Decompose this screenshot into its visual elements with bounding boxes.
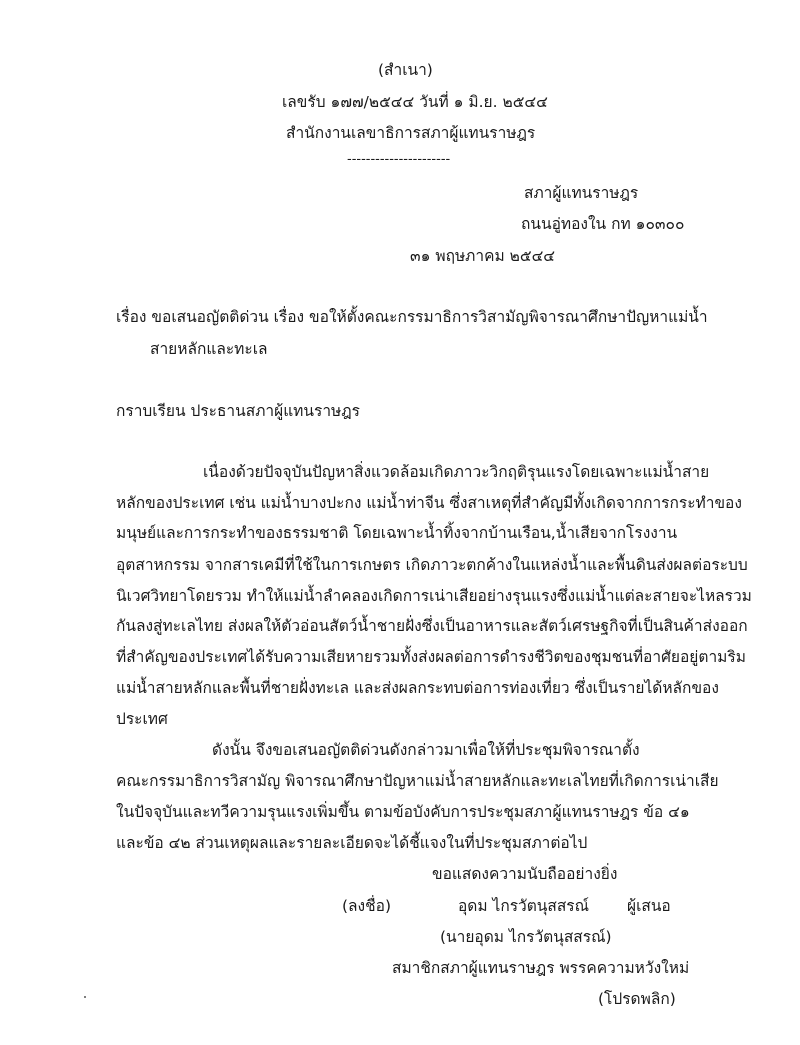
signer-name: อุดม ไกรวัตนุสสรณ์ — [458, 897, 590, 915]
body-line: อุตสาหกรรม จากสารเคมีที่ใช้ในการเกษตร เกิดภาวะตกค้างในแหล่งน้ำและพื้นดินส่งผลต่อระบบ — [116, 556, 748, 574]
body-line: นิเวศวิทยาโดยรวม ทำให้แม่น้ำลำคลองเกิดการเน่าเสียอย่างรุนแรงซึ่งแม่น้ำแต่ละสายจะไหลรวม — [116, 587, 752, 605]
copy-mark: (สำเนา) — [378, 61, 433, 79]
scan-speck — [84, 996, 86, 998]
salutation: กราบเรียน ประธานสภาผู้แทนราษฎร — [116, 402, 360, 420]
signer-position: สมาชิกสภาผู้แทนราษฎร พรรคความหวังใหม่ — [392, 959, 690, 977]
body-line: มนุษย์และการกระทำของธรรมชาติ โดยเฉพาะน้ำทิ้งจากบ้านเรือน,น้ำเสียจากโรงงาน — [116, 524, 678, 542]
body-line: ประเทศ — [116, 710, 168, 728]
printed-name: (นายอุดม ไกรวัตนุสสรณ์) — [440, 928, 612, 946]
body-line: ในปัจจุบันและทวีความรุนแรงเพิ่มขึ้น ตามข้อบังคับการประชุมสภาผู้แทนราษฎร ข้อ ๔๑ — [116, 803, 690, 821]
body-line: กันลงสู่ทะเลไทย ส่งผลให้ตัวอ่อนสัตว์น้ำชายฝั่งซึ่งเป็นอาหารและสัตว์เศรษฐกิจที่เป็นสินค้าส่งออก — [116, 617, 748, 635]
proposer-label: ผู้เสนอ — [627, 897, 671, 915]
office-line: สำนักงานเลขาธิการสภาผู้แทนราษฎร — [286, 124, 536, 142]
body-line: เนื่องด้วยปัจจุบันปัญหาสิ่งแวดล้อมเกิดภาวะวิกฤติรุนแรงโดยเฉพาะแม่น้ำสาย — [203, 463, 710, 481]
turn-over-note: (โปรดพลิก) — [598, 990, 676, 1008]
closing-regards: ขอแสดงความนับถืออย่างยิ่ง — [432, 865, 618, 883]
body-line: และข้อ ๔๒ ส่วนเหตุผลและรายละเอียดจะได้ชี้แจงในที่ประชุมสภาต่อไป — [116, 834, 588, 852]
body-line: แม่น้ำสายหลักและพื้นที่ชายฝั่งทะเล และส่งผลกระทบต่อการท่องเที่ยว ซึ่งเป็นรายได้หลักของ — [116, 679, 719, 697]
separator-line: ---------------------- — [347, 152, 451, 167]
subject-line-2: สายหลักและทะเล — [150, 340, 268, 358]
body-line: หลักของประเทศ เช่น แม่น้ำบางปะกง แม่น้ำท่าจีน ซึ่งสาเหตุที่สำคัญมีทั้งเกิดจากการกระทำของ — [116, 494, 742, 512]
address-org: สภาผู้แทนราษฎร — [524, 184, 639, 202]
body-line: ที่สำคัญของประเทศได้รับความเสียหายรวมทั้งส่งผลต่อการดำรงชีวิตของชุมชนที่อาศัยอยู่ตามริม — [116, 648, 746, 666]
address-street: ถนนอู่ทองใน กท ๑๐๓๐๐ — [521, 215, 685, 233]
subject-line-1: เรื่อง ขอเสนอญัตติด่วน เรื่อง ขอให้ตั้งคณะกรรมาธิการวิสามัญพิจารณาศึกษาปัญหาแม่น้ำ — [116, 308, 708, 326]
letter-date: ๓๑ พฤษภาคม ๒๕๔๔ — [410, 247, 556, 265]
body-line: คณะกรรมาธิการวิสามัญ พิจารณาศึกษาปัญหาแม่น้ำสายหลักและทะเลไทยที่เกิดการเน่าเสีย — [116, 772, 719, 790]
receipt-line: เลขรับ ๑๗๗/๒๕๔๔ วันที่ ๑ มิ.ย. ๒๕๔๔ — [282, 93, 548, 111]
body-line: ดังนั้น จึงขอเสนอญัตติด่วนดังกล่าวมาเพื่อให้ที่ประชุมพิจารณาตั้ง — [212, 741, 640, 759]
sign-label: (ลงชื่อ) — [342, 897, 391, 915]
